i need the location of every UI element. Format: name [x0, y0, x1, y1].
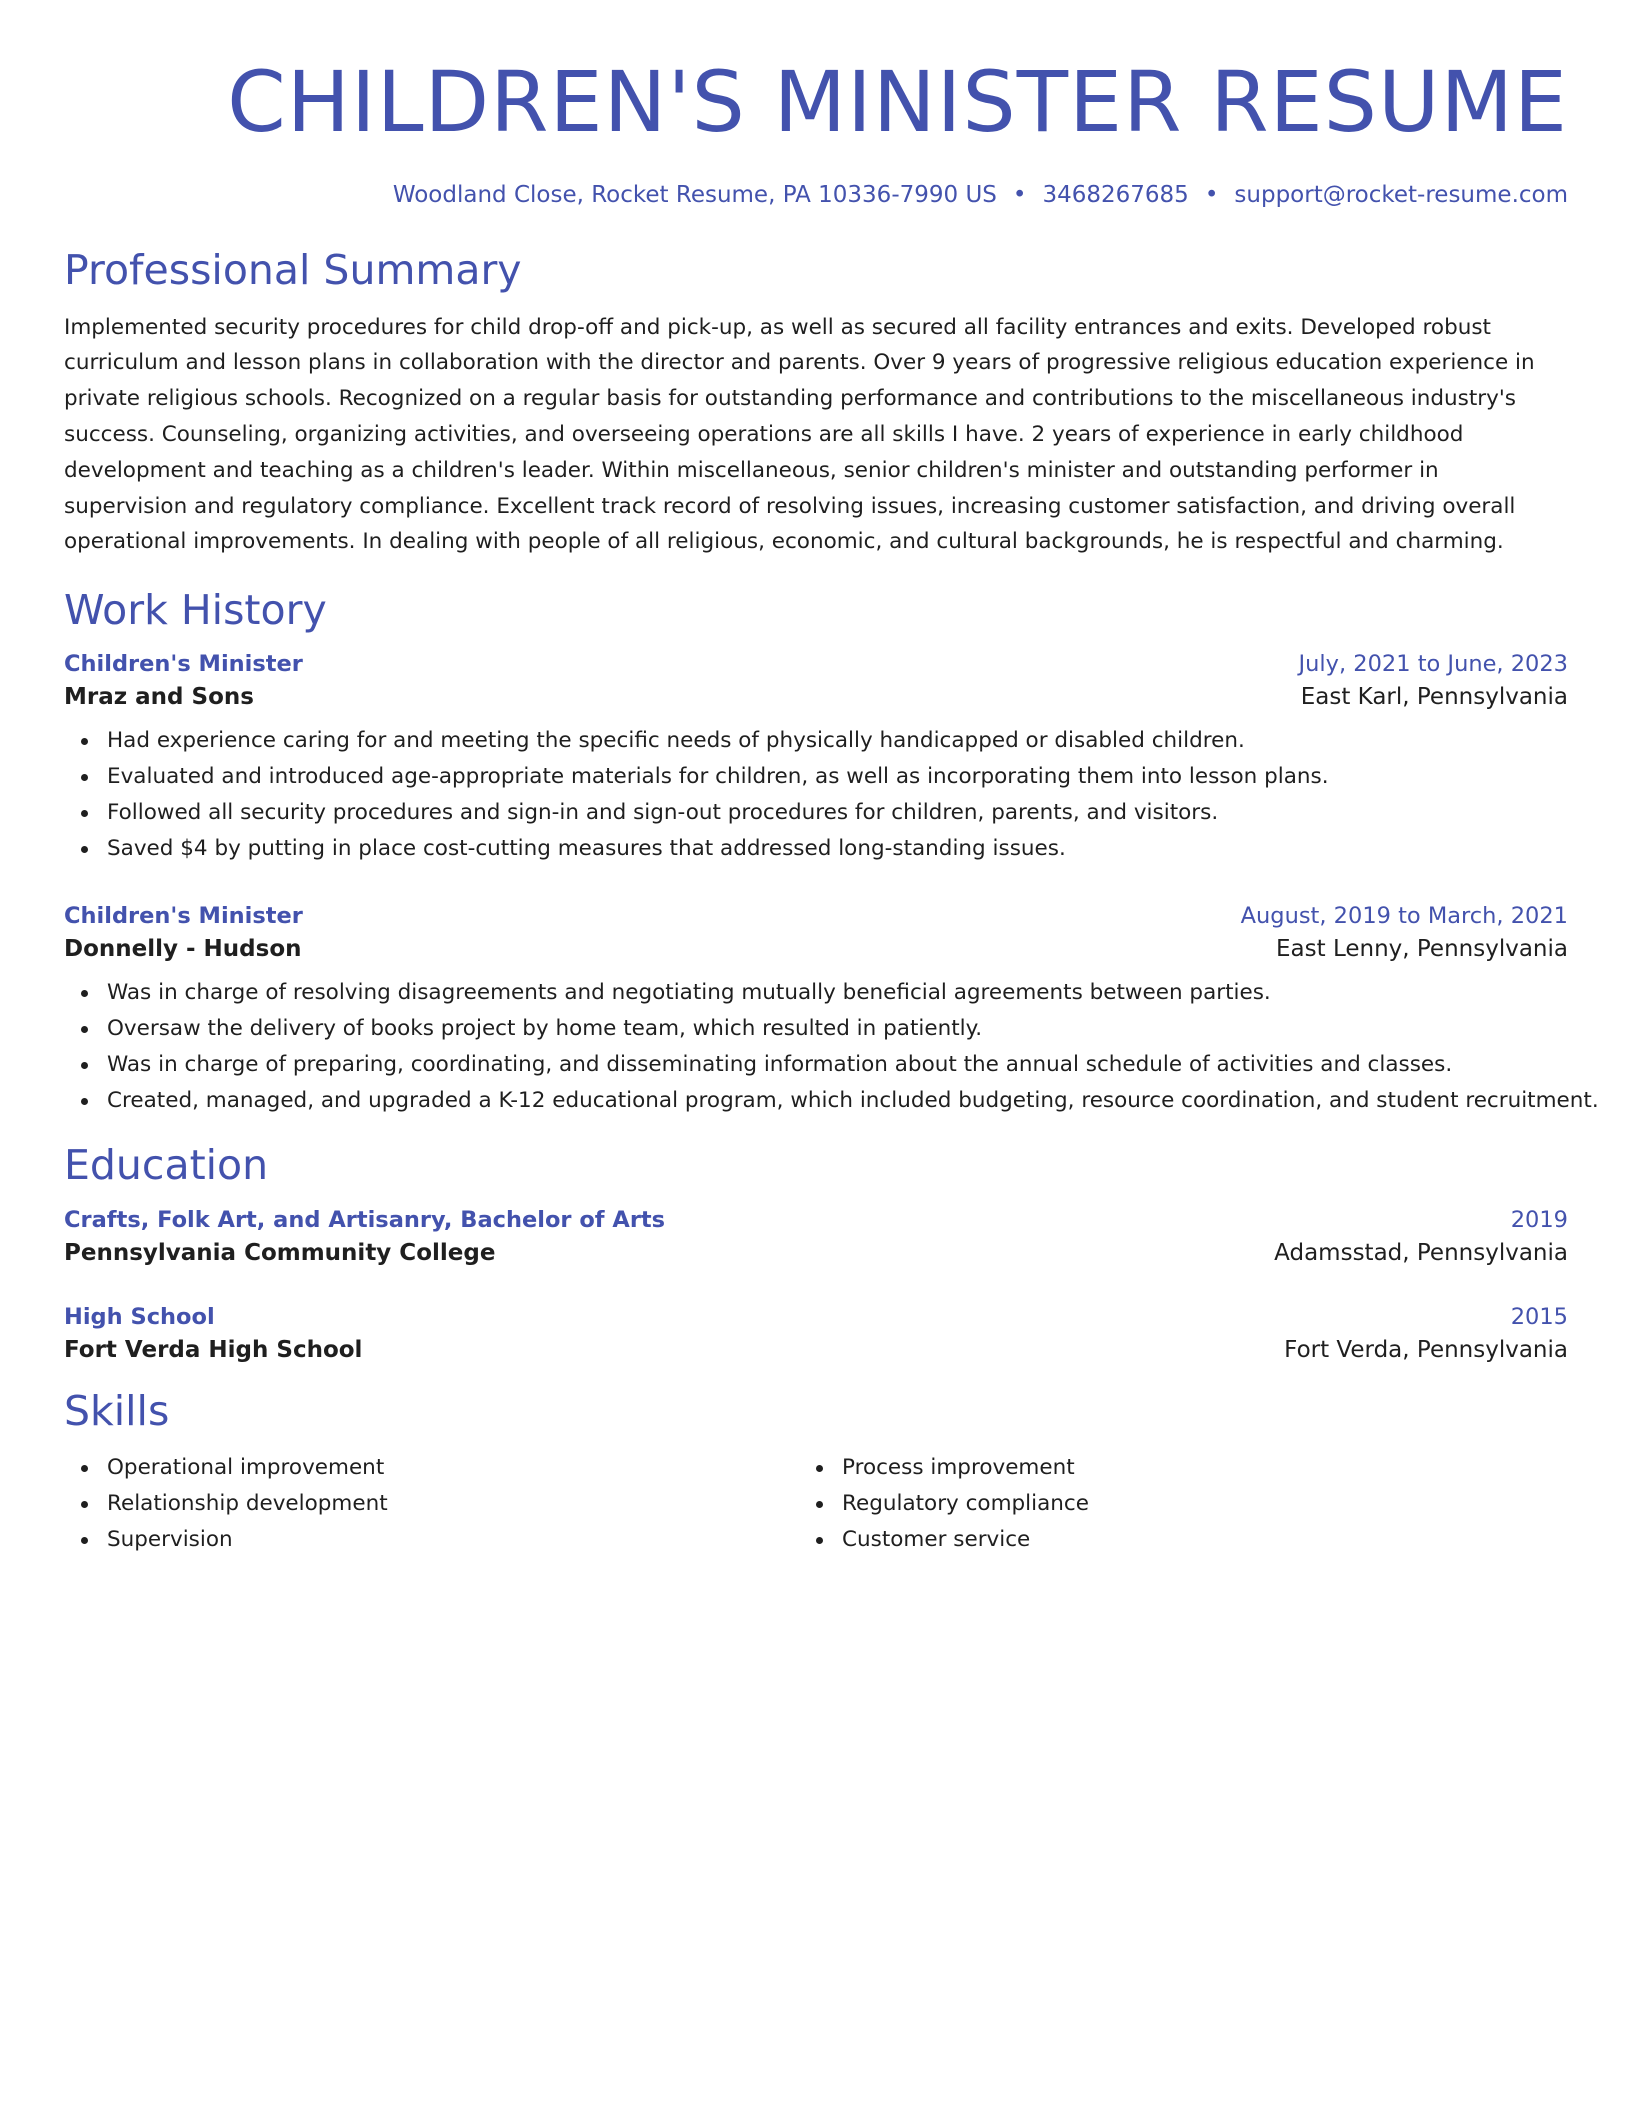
- section-title-work: Work History: [64, 586, 327, 635]
- skills-grid: [64, 1450, 1568, 1558]
- job-location: East Lenny, Pennsylvania: [1276, 936, 1568, 963]
- list-item: Was in charge of resolving disagreements and negotiating mutually beneficial agreements between parties.: [107, 975, 1568, 1011]
- job-dates: August, 2019 to March, 2021: [1240, 903, 1568, 930]
- job-company: Donnelly - Hudson: [64, 936, 302, 963]
- list-item: Created, managed, and upgraded a K-12 educational program, which included budgeting, resource coordination, and student recruitment.: [107, 1083, 1568, 1119]
- section-title-skills: Skills: [64, 1386, 170, 1435]
- job-company-row: [64, 684, 1568, 710]
- contact-separator: •: [1204, 182, 1219, 209]
- job-company: Mraz and Sons: [64, 684, 254, 711]
- education-school: Pennsylvania Community College: [64, 1239, 496, 1266]
- resume-header: [64, 53, 1568, 209]
- section-title-summary: Professional Summary: [64, 246, 522, 295]
- job-entry: [64, 651, 1568, 867]
- job-title: Children's Minister: [64, 651, 303, 678]
- list-item: Evaluated and introduced age-appropriate materials for children, as well as incorporating them into lesson plans.: [107, 759, 1568, 795]
- job-location: East Karl, Pennsylvania: [1300, 684, 1568, 711]
- skill-item: Regulatory compliance: [842, 1486, 1534, 1522]
- list-item: Followed all security procedures and sign-in and sign-out procedures for children, parents, and visitors.: [107, 795, 1568, 831]
- education-school: Fort Verda High School: [64, 1336, 363, 1363]
- education-location: Adamsstad, Pennsylvania: [1274, 1239, 1568, 1266]
- work-section: [64, 586, 1599, 1119]
- contact-email: support@rocket-resume.com: [1234, 182, 1568, 209]
- job-title: Children's Minister: [64, 903, 303, 930]
- skill-item: Process improvement: [842, 1450, 1534, 1486]
- skills-column-left: [64, 1450, 799, 1558]
- skills-section: [64, 1387, 1568, 1558]
- education-school-row: [64, 1337, 1568, 1363]
- resume-title: CHILDREN'S MINISTER RESUME: [227, 53, 1568, 151]
- summary-section: [64, 246, 1568, 560]
- education-year: 2015: [1510, 1303, 1568, 1330]
- education-school-row: [64, 1240, 1568, 1266]
- education-degree: High School: [64, 1303, 215, 1330]
- list-item: Oversaw the delivery of books project by home team, which resulted in patiently.: [107, 1011, 1568, 1047]
- education-section: [64, 1141, 1568, 1362]
- education-entry: [64, 1304, 1568, 1363]
- skills-list: [799, 1450, 1534, 1558]
- list-item: Was in charge of preparing, coordinating, and disseminating information about the annual schedule of activities and classes.: [107, 1047, 1568, 1083]
- job-entry: [64, 903, 1599, 1119]
- job-bullets: [64, 975, 1599, 1119]
- job-title-row: [64, 903, 1568, 929]
- skills-column-right: [799, 1450, 1534, 1558]
- summary-text: Implemented security procedures for child drop-off and pick-up, as well as secured all facility entrances and exits. Developed robust curriculum and lesson plans in collaboration with the director and parents. Over 9 years of progressive religious education experience in private religious schools. Recognized on a regular basis for outstanding performance and contributions to the miscellaneous industry's success. Counseling, organizing activities, and overseeing operations are all skills I have. 2 years of experience in early childhood development and teaching as a children's leader. Within miscellaneous, senior children's minister and outstanding performer in supervision and regulatory compliance. Excellent track record of resolving issues, increasing customer satisfaction, and driving overall operational improvements. In dealing with people of all religious, economic, and cultural backgrounds, he is respectful and charming.: [64, 314, 1535, 555]
- list-item: Had experience caring for and meeting the specific needs of physically handicapped or disabled children.: [107, 723, 1568, 759]
- section-title-education: Education: [64, 1141, 269, 1190]
- contact-phone: 3468267685: [1042, 182, 1189, 209]
- education-location: Fort Verda, Pennsylvania: [1284, 1336, 1568, 1363]
- contact-line: [64, 182, 1568, 208]
- skill-item: Customer service: [842, 1522, 1534, 1558]
- job-bullets: [64, 723, 1568, 867]
- job-dates: July, 2021 to June, 2023: [1298, 651, 1568, 678]
- skill-item: Supervision: [107, 1522, 799, 1558]
- contact-separator: •: [1012, 182, 1027, 209]
- list-item: Saved $4 by putting in place cost-cutting measures that addressed long-standing issues.: [107, 831, 1568, 867]
- contact-address: Woodland Close, Rocket Resume, PA 10336-7990 US: [392, 182, 997, 209]
- education-degree-row: [64, 1207, 1568, 1233]
- education-year: 2019: [1510, 1206, 1568, 1233]
- job-company-row: [64, 936, 1568, 962]
- education-degree-row: [64, 1304, 1568, 1330]
- skill-item: Operational improvement: [107, 1450, 799, 1486]
- education-degree: Crafts, Folk Art, and Artisanry, Bachelor of Arts: [64, 1206, 666, 1233]
- education-entry: [64, 1207, 1568, 1266]
- skills-list: [64, 1450, 799, 1558]
- skill-item: Relationship development: [107, 1486, 799, 1522]
- job-title-row: [64, 651, 1568, 677]
